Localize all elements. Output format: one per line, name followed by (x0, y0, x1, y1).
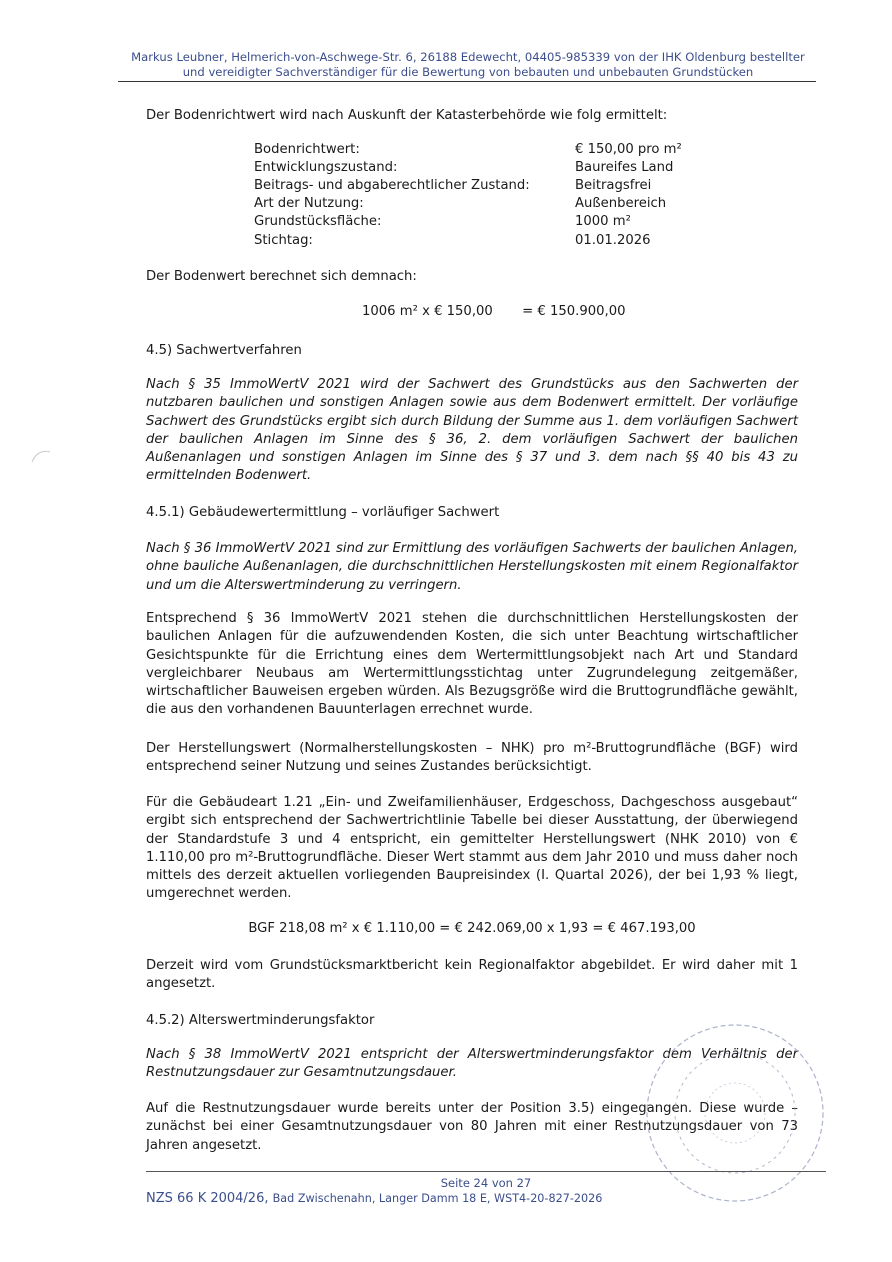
bodenwert-intro: Der Bodenwert berechnet sich demnach: (146, 269, 417, 284)
section-heading-4-5: 4.5) Sachwertverfahren (146, 343, 302, 358)
section-heading-4-5-2: 4.5.2) Alterswertminderungsfaktor (146, 1013, 375, 1028)
file-address: Bad Zwischenahn, Langer Damm 18 E, WST4-20-827-2026 (272, 1192, 603, 1205)
footer-divider (146, 1171, 826, 1172)
land-label: Bodenrichtwert: (254, 142, 360, 157)
section-4-5-1-paragraph: Für die Gebäudeart 1.21 „Ein- und Zweifamilienhäuser, Erdgeschoss, Dachgeschoss ausgebaut“ ergibt sich entsprechend der Sachwertrichtlinie Tabelle bei dieser Ausstattung, der überwiegend der Standardstufe 3 und 4 entspricht, ein gemittelter Herstellungswert (NHK 2010) von € 1.110,00 pro m²-Bruttogrundfläche. Dieser Wert stammt aus dem Jahr 2010 und muss daher noch mittels des derzeit aktuellen vorliegenden Baupreisindex (I. Quartal 2026), der bei 1,93 % liegt, umgerechnet werden. (146, 795, 798, 902)
file-number: NZS 66 K 2004/26, (146, 1191, 269, 1206)
section-4-5-1-paragraph: Entsprechend § 36 ImmoWertV 2021 stehen die durchschnittlichen Herstellungskosten der baulichen Anlagen für die aufzuwendenden Kosten, die sich unter Beachtung wirtschaftlicher Gesichtspunkte für die Errichtung eines dem Wertermittlungsobjekt nach Art und Standard vergleichbarer Neubaus am Wertermittlungsstichtag unter Zugrundelegung zeitgemäßer, wirtschaftlicher Bauweisen ergeben würden. Als Bezugsgröße wird die Bruttogrundfläche gewählt, die aus den vorhandenen Bauunterlagen errechnet wurde. (146, 611, 798, 718)
section-heading-4-5-1: 4.5.1) Gebäudewertermittlung – vorläufiger Sachwert (146, 505, 500, 520)
section-4-5-text: Nach § 35 ImmoWertV 2021 wird der Sachwert des Grundstücks aus den Sachwerten der nutzbaren baulichen und sonstigen Anlagen sowie aus dem Bodenwert ermittelt. Der vorläufige Sachwert des Grundstücks ergibt sich durch Bildung der Summe aus 1. dem vorläufigen Sachwert der baulichen Anlagen im Sinne des § 36, 2. dem vorläufigen Sachwert der baulichen Außenanlagen und sonstigen Anlagen im Sinne des § 37 und 3. dem nach §§ 40 bis 43 zu ermittelnden Bodenwert. (146, 377, 798, 484)
land-value: Baureifes Land (575, 160, 674, 175)
land-label: Entwicklungszustand: (254, 160, 398, 175)
regional-factor-text: Derzeit wird vom Grundstücksmarktbericht kein Regionalfaktor abgebildet. Er wird daher mit 1 angesetzt. (146, 958, 798, 992)
page-number: Seite 24 von 27 (440, 1176, 532, 1190)
bgf-calculation: BGF 218,08 m² x € 1.110,00 = € 242.069,00 x 1,93 = € 467.193,00 (248, 921, 696, 936)
section-4-5-1-paragraph: Der Herstellungswert (Normalherstellungskosten – NHK) pro m²-Bruttogrundfläche (BGF) wird entsprechend seiner Nutzung und seines Zustandes berücksichtigt. (146, 741, 798, 775)
header-divider (118, 81, 816, 82)
header-line-1: Markus Leubner, Helmerich-von-Aschwege-Str. 6, 26188 Edewecht, 04405-985339 von der IHK Oldenburg bestellter (131, 50, 805, 64)
land-value: Außenbereich (575, 196, 667, 211)
page-header (118, 50, 818, 80)
section-4-5-2-italic: Nach § 38 ImmoWertV 2021 entspricht der Alterswertminderungsfaktor dem Verhältnis der Restnutzungsdauer zur Gesamtnutzungsdauer. (146, 1047, 798, 1081)
land-label: Beitrags- und abgaberechtlicher Zustand: (254, 178, 530, 193)
land-value: € 150,00 pro m² (575, 142, 682, 157)
section-4-5-1-italic: Nach § 36 ImmoWertV 2021 sind zur Ermittlung des vorläufigen Sachwerts der baulichen Anlagen, ohne bauliche Außenanlagen, die durchschnittlichen Herstellungskosten mit einem Regionalfaktor und um die Alterswertminderung zu verringern. (146, 541, 798, 593)
intro-text: Der Bodenrichtwert wird nach Auskunft der Katasterbehörde wie folg ermittelt: (146, 108, 668, 123)
land-label: Grundstücksfläche: (254, 214, 382, 229)
land-label: Art der Nutzung: (254, 196, 364, 211)
header-line-2: und vereidigter Sachverständiger für die Bewertung von bebauten und unbebauten Grundstücken (182, 65, 754, 79)
scan-mark (30, 448, 52, 466)
land-value: 01.01.2026 (575, 233, 651, 248)
land-value: Beitragsfrei (575, 178, 652, 193)
file-reference (146, 1191, 602, 1206)
land-label: Stichtag: (254, 233, 313, 248)
bodenwert-calculation: 1006 m² x € 150,00 = € 150.900,00 (362, 304, 626, 319)
section-4-5-2-paragraph: Auf die Restnutzungsdauer wurde bereits unter der Position 3.5) eingegangen. Diese wurde – zunächst bei einer Gesamtnutzungsdauer von 80 Jahren mit einer Restnutzungsdauer von 73 Jahren angesetzt. (146, 1101, 798, 1153)
land-value: 1000 m² (575, 214, 631, 229)
